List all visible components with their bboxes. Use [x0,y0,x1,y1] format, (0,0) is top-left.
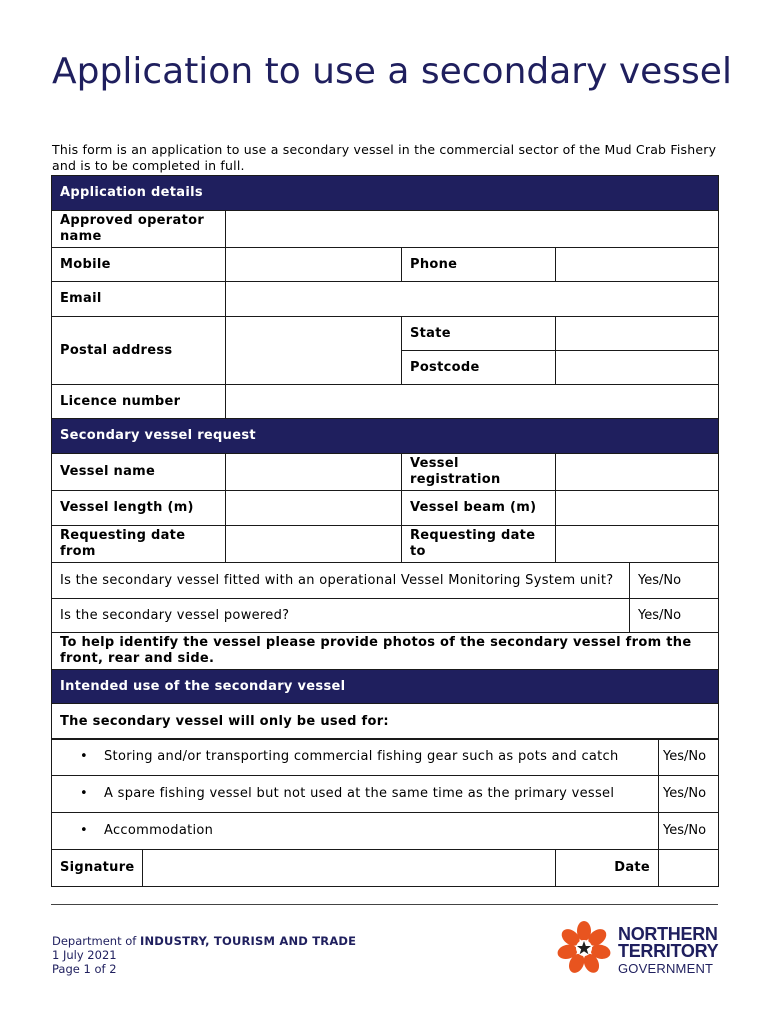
field-licence-number[interactable] [226,385,719,419]
label-requesting-date-to: Requesting date to [402,526,556,563]
list-item-text: Accommodation [104,823,214,838]
logo-line-government: GOVERNMENT [618,961,714,976]
label-email: Email [52,282,226,317]
intended-use-table [51,738,719,887]
footer-page: Page 1 of 2 [52,962,117,976]
field-date[interactable] [659,850,719,887]
label-postcode: Postcode [402,351,556,385]
footer-department-prefix: Department of [52,934,137,948]
list-item-answer-field[interactable]: Yes/No [659,813,719,850]
bullet-icon: • [80,823,88,838]
intended-use-lead: The secondary vessel will only be used for: [52,704,719,740]
field-requesting-date-from[interactable] [226,526,402,563]
bullet-icon: • [80,786,88,801]
powered-question: Is the secondary vessel powered? [52,599,630,633]
list-item [52,776,659,813]
label-vessel-length: Vessel length (m) [52,491,226,526]
bullet-icon: • [80,749,88,764]
logo-line-territory: TERRITORY [618,941,719,961]
label-state: State [402,317,556,351]
footer [52,934,356,976]
label-signature: Signature [52,850,143,887]
vms-question: Is the secondary vessel fitted with an operational Vessel Monitoring System unit? [52,563,630,599]
footer-department-name: INDUSTRY, TOURISM AND TRADE [140,934,357,948]
section-header-secondary-vessel-request: Secondary vessel request [52,419,719,454]
list-item-answer-field[interactable]: Yes/No [659,776,719,813]
field-requesting-date-to[interactable] [556,526,719,563]
footer-date: 1 July 2021 [52,948,117,962]
list-item [52,739,659,776]
field-postal-address[interactable] [226,317,402,385]
label-phone: Phone [402,248,556,282]
field-postcode[interactable] [556,351,719,385]
field-vessel-beam[interactable] [556,491,719,526]
list-item-text: A spare fishing vessel but not used at the same time as the primary vessel [104,786,615,801]
list-item-text: Storing and/or transporting commercial fishing gear such as pots and catch [104,749,619,764]
footer-divider [51,904,718,905]
vms-answer-field[interactable]: Yes/No [630,563,719,599]
label-licence-number: Licence number [52,385,226,419]
field-vessel-length[interactable] [226,491,402,526]
list-item [52,813,659,850]
field-approved-operator-name[interactable] [226,211,719,248]
section-header-intended-use: Intended use of the secondary vessel [52,670,719,704]
nt-government-wordmark [618,926,718,977]
label-vessel-name: Vessel name [52,454,226,491]
powered-answer-field[interactable]: Yes/No [630,599,719,633]
page-title: Application to use a secondary vessel [52,51,732,92]
label-date: Date [556,850,659,887]
field-vessel-registration[interactable] [556,454,719,491]
intro-text: This form is an application to use a secondary vessel in the commercial sector of the Mud Crab Fishery and is to be completed in full. [52,142,717,173]
field-phone[interactable] [556,248,719,282]
application-form-table [51,175,719,740]
section-header-application-details: Application details [52,176,719,211]
field-vessel-name[interactable] [226,454,402,491]
field-state[interactable] [556,317,719,351]
field-mobile[interactable] [226,248,402,282]
label-vessel-registration: Vessel registration [402,454,556,491]
label-approved-operator-name: Approved operator name [52,211,226,248]
list-item-answer-field[interactable]: Yes/No [659,739,719,776]
label-vessel-beam: Vessel beam (m) [402,491,556,526]
field-email[interactable] [226,282,719,317]
logo-line-northern: NORTHERN [618,924,718,944]
photos-note: To help identify the vessel please provide photos of the secondary vessel from the front, rear and side. [52,633,719,670]
label-postal-address: Postal address [52,317,226,385]
label-requesting-date-from: Requesting date from [52,526,226,563]
label-mobile: Mobile [52,248,226,282]
footer-department [52,934,356,948]
field-signature[interactable] [143,850,556,887]
